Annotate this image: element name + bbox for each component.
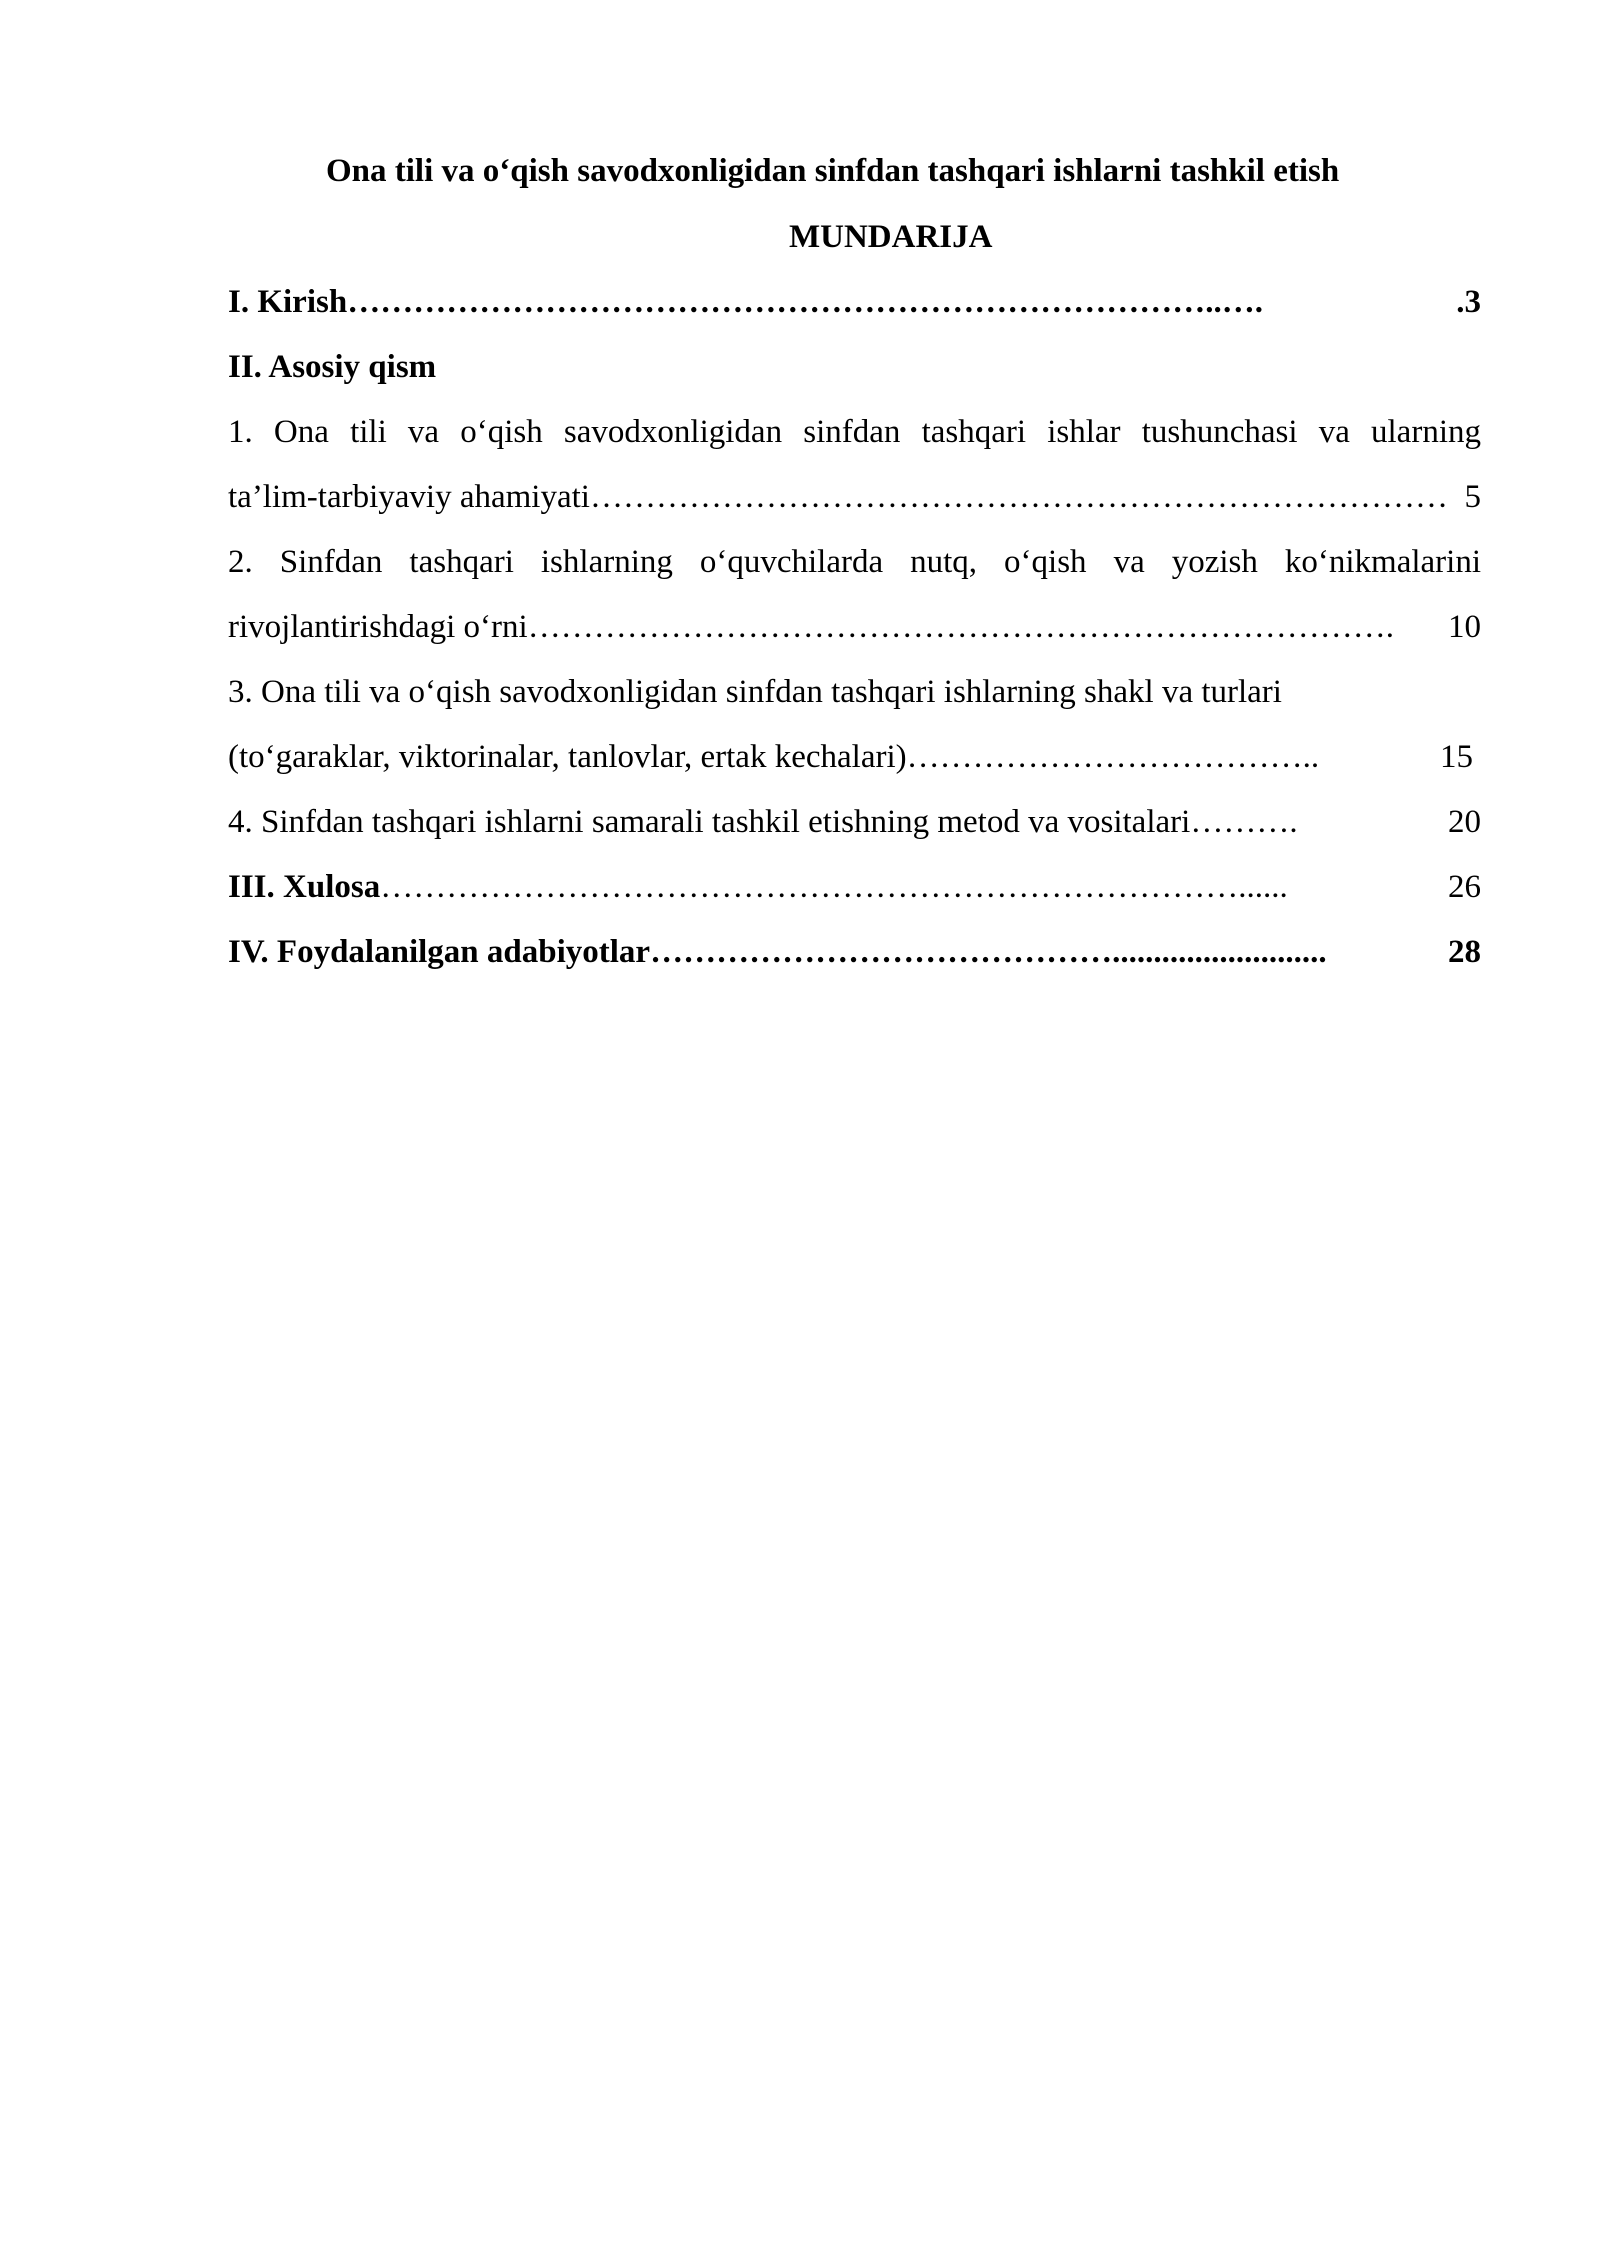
toc-page-number: 26 (1448, 869, 1481, 905)
toc-page-number: 28 (1448, 934, 1481, 970)
toc-leader-dots: ……………………………………………………………………. (527, 609, 1394, 645)
document-title: Ona tili va o‘qish savodxonligidan sinfdan tashqari ishlarni tashkil etish (326, 153, 1340, 189)
toc-leader-dots: …………………………………………………………………… (589, 479, 1448, 515)
toc-entry-label: (to‘garaklar, viktorinalar, tanlovlar, ertak kechalari) (228, 739, 907, 775)
toc-entry-3-line1: 3. Ona tili va o‘qish savodxonligidan sinfdan tashqari ishlarning shakl va turlari (228, 674, 1282, 710)
toc-entry-2-line1: 2. Sinfdan tashqari ishlarning o‘quvchilarda nutq, o‘qish va yozish ko‘nikmalarini (228, 544, 1481, 580)
toc-entry-2-line2 (228, 607, 1481, 647)
toc-page-number: 15 (1440, 739, 1473, 775)
toc-section-asosiy: II. Asosiy qism (228, 349, 437, 385)
toc-entry-label: I. Kirish (228, 284, 348, 320)
toc-entry-1-line2 (228, 477, 1481, 517)
toc-entry-3-line2 (228, 737, 1473, 777)
toc-leader-dots: …………………………………….......................... (650, 934, 1327, 970)
toc-heading: MUNDARIJA (789, 219, 993, 255)
toc-entry-label: III. Xulosa (228, 869, 381, 905)
toc-page-number: .3 (1456, 284, 1481, 320)
toc-page-number: 5 (1464, 479, 1481, 515)
toc-page-number: 20 (1448, 804, 1481, 840)
toc-entry-4 (228, 802, 1481, 842)
toc-page-number: 10 (1448, 609, 1481, 645)
toc-entry-adabiyotlar (228, 932, 1481, 972)
toc-entry-label: ta’lim-tarbiyaviy ahamiyati (228, 479, 590, 515)
toc-leader-dots: ……………………………….. (906, 739, 1320, 775)
toc-entry-1-line1: 1. Ona tili va o‘qish savodxonligidan sinfdan tashqari ishlar tushunchasi va ularning (228, 414, 1481, 450)
toc-entry-xulosa (228, 867, 1481, 907)
toc-leader-dots: ……………………………………………………………………..…. (347, 284, 1263, 320)
toc-leader-dots: ………. (1190, 804, 1298, 840)
toc-entry-kirish (228, 282, 1481, 322)
toc-entry-label: rivojlantirishdagi o‘rni (228, 609, 528, 645)
toc-leader-dots: ……………………………………………………………………...... (380, 869, 1288, 905)
toc-entry-label: 4. Sinfdan tashqari ishlarni samarali tashkil etishning metod va vositalari (228, 804, 1191, 840)
toc-entry-label: IV. Foydalanilgan adabiyotlar (228, 934, 651, 970)
